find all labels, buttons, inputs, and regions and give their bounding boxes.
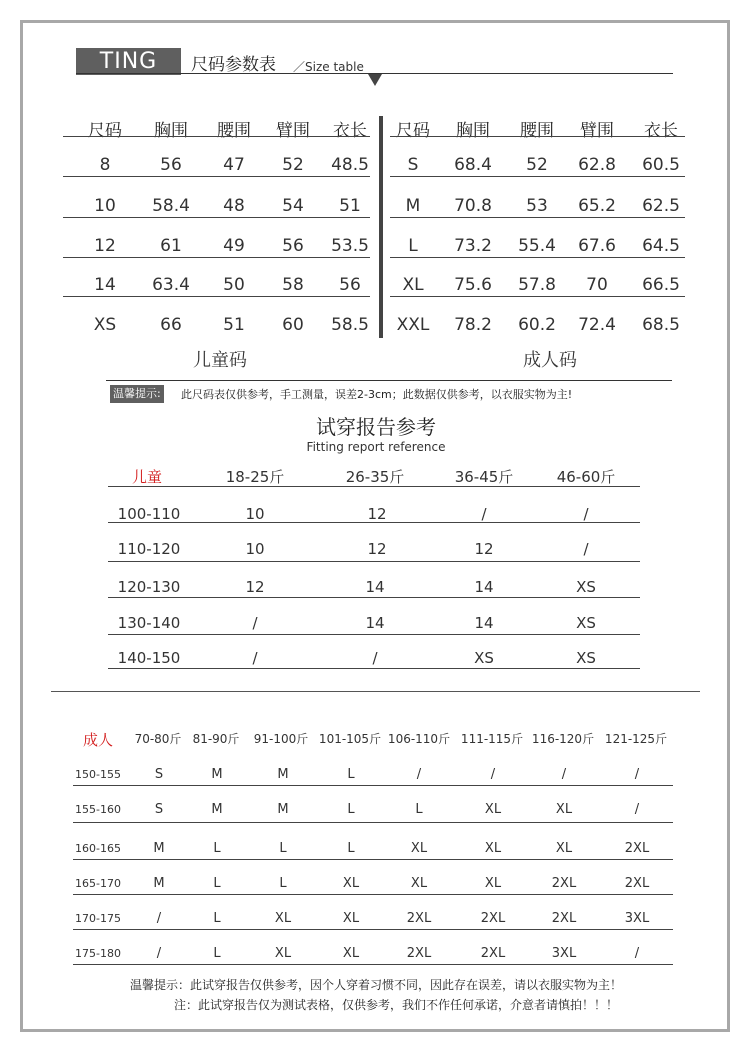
table-cell: L <box>408 236 418 256</box>
table-cell: 72.4 <box>578 315 616 335</box>
table-cell: XL <box>274 946 292 961</box>
table-cell: 10 <box>245 540 265 558</box>
table-cell: 66 <box>160 315 182 335</box>
row-divider <box>63 296 370 297</box>
table-header-cell: 臂围 <box>580 121 614 141</box>
table-cell: 68.4 <box>454 155 492 175</box>
table-cell: 53 <box>526 196 548 216</box>
table-cell: / <box>583 505 589 523</box>
table-cell: 2XL <box>624 841 650 856</box>
table-cell: 56 <box>339 275 361 295</box>
table-cell: 14 <box>365 614 385 632</box>
table-cell: XL <box>274 911 292 926</box>
caret-down-icon <box>368 74 382 86</box>
table-cell: 64.5 <box>642 236 680 256</box>
table-cell: 2XL <box>551 876 577 891</box>
table-header-cell: 尺码 <box>88 121 122 141</box>
table-cell: XL <box>410 841 428 856</box>
table-cell: XL <box>484 841 502 856</box>
table-cell: / <box>634 802 640 817</box>
row-divider <box>390 296 685 297</box>
tip-label: 温馨提示: <box>110 385 164 403</box>
row-divider <box>63 217 370 218</box>
table-header-cell: 腰围 <box>520 121 554 141</box>
table-cell: S <box>154 767 164 782</box>
fitting-title: 试穿报告参考 <box>316 415 436 439</box>
table-cell: 52 <box>526 155 548 175</box>
table-cell: XL <box>410 876 428 891</box>
table-cell: 56 <box>160 155 182 175</box>
table-cell: L <box>347 841 355 856</box>
table-cell: 70 <box>586 275 608 295</box>
table-cell: 12 <box>245 578 265 596</box>
page-frame <box>20 20 730 1032</box>
table-cell: M <box>153 876 165 891</box>
table-header-cell: 胸围 <box>456 121 490 141</box>
table-cell: 12 <box>474 540 494 558</box>
table-cell: / <box>490 767 496 782</box>
footer-note: 温馨提示：此试穿报告仅供参考，因个人穿着习惯不同，因此存在误差，请以衣服实物为主！ <box>129 978 623 992</box>
table-cell: 2XL <box>480 911 506 926</box>
row-divider <box>73 929 673 930</box>
table-header-cell: 臂围 <box>276 121 310 141</box>
weight-header: 46-60斤 <box>556 468 616 486</box>
row-divider <box>390 136 685 137</box>
table-column-divider <box>379 116 383 338</box>
table-cell: L <box>347 767 355 782</box>
table-cell: 2XL <box>406 911 432 926</box>
table-cell: 70.8 <box>454 196 492 216</box>
table-cell: XS <box>474 649 494 667</box>
table-cell: 78.2 <box>454 315 492 335</box>
row-divider <box>63 257 370 258</box>
table-cell: XS <box>576 578 596 596</box>
table-cell: 14 <box>474 614 494 632</box>
table-cell: 3XL <box>551 946 577 961</box>
table-cell: L <box>213 841 221 856</box>
height-cell: 120-130 <box>117 578 181 596</box>
tip-text: 此尺码表仅供参考，手工测量，误差2-3cm；此数据仅供参考，以衣服实物为主! <box>181 388 573 401</box>
row-divider <box>73 859 673 860</box>
weight-header: 101-105斤 <box>318 732 382 746</box>
weight-header: 18-25斤 <box>225 468 285 486</box>
table-cell: XL <box>484 876 502 891</box>
table-header-cell: 腰围 <box>217 121 251 141</box>
table-cell: 12 <box>367 505 387 523</box>
table-cell: 57.8 <box>518 275 556 295</box>
table-cell: 56 <box>282 236 304 256</box>
kids-size-caption: 儿童码 <box>193 350 247 371</box>
table-cell: 51 <box>223 315 245 335</box>
table-header-cell: 衣长 <box>333 121 367 141</box>
table-cell: 49 <box>223 236 245 256</box>
table-cell: 60 <box>282 315 304 335</box>
row-divider <box>73 822 673 823</box>
table-cell: 51 <box>339 196 361 216</box>
table-cell: / <box>481 505 487 523</box>
height-cell: 165-170 <box>75 877 121 890</box>
table-cell: 2XL <box>406 946 432 961</box>
table-cell: M <box>211 767 223 782</box>
table-cell: L <box>213 876 221 891</box>
height-cell: 170-175 <box>75 912 121 925</box>
height-cell: 160-165 <box>75 842 121 855</box>
row-divider <box>73 894 673 895</box>
table-cell: M <box>211 802 223 817</box>
table-cell: 62.5 <box>642 196 680 216</box>
page-subtitle: ／Size table <box>293 60 364 74</box>
row-divider <box>390 257 685 258</box>
weight-header: 111-115斤 <box>460 732 524 746</box>
table-cell: / <box>252 614 258 632</box>
table-cell: 58 <box>282 275 304 295</box>
row-divider <box>108 597 640 598</box>
table-cell: XXL <box>396 315 430 335</box>
table-cell: M <box>277 802 289 817</box>
weight-header: 36-45斤 <box>454 468 514 486</box>
table-cell: 14 <box>94 275 116 295</box>
table-cell: 12 <box>367 540 387 558</box>
weight-header: 26-35斤 <box>345 468 405 486</box>
table-cell: / <box>252 649 258 667</box>
table-cell: 54 <box>282 196 304 216</box>
table-cell: 2XL <box>624 876 650 891</box>
table-cell: 58.4 <box>152 196 190 216</box>
table-cell: 14 <box>474 578 494 596</box>
table-cell: 55.4 <box>518 236 556 256</box>
table-cell: M <box>277 767 289 782</box>
table-cell: 60.5 <box>642 155 680 175</box>
table-cell: XL <box>342 946 360 961</box>
table-cell: 3XL <box>624 911 650 926</box>
height-cell: 175-180 <box>75 947 121 960</box>
row-divider <box>108 486 640 487</box>
footer-disclaimer: 注：此试穿报告仅为测试表格，仅供参考，我们不作任何承诺，介意者请慎拍！！！ <box>173 998 619 1012</box>
table-cell: XL <box>342 876 360 891</box>
table-cell: 10 <box>245 505 265 523</box>
table-cell: / <box>634 946 640 961</box>
table-cell: 58.5 <box>331 315 369 335</box>
table-header-cell: 胸围 <box>154 121 188 141</box>
table-cell: 50 <box>223 275 245 295</box>
table-header-cell: 尺码 <box>396 121 430 141</box>
table-cell: 8 <box>99 155 111 175</box>
adult-fit-label: 成人 <box>82 731 114 749</box>
table-cell: L <box>279 841 287 856</box>
section-divider <box>51 691 700 692</box>
table-cell: 53.5 <box>331 236 369 256</box>
table-cell: 62.8 <box>578 155 616 175</box>
table-cell: 67.6 <box>578 236 616 256</box>
height-cell: 155-160 <box>75 803 121 816</box>
row-divider <box>390 217 685 218</box>
table-cell: 10 <box>94 196 116 216</box>
table-cell: / <box>372 649 378 667</box>
table-cell: XS <box>93 315 117 335</box>
weight-header: 91-100斤 <box>253 732 309 746</box>
table-cell: 52 <box>282 155 304 175</box>
table-cell: 14 <box>365 578 385 596</box>
table-cell: / <box>416 767 422 782</box>
table-header-cell: 衣长 <box>644 121 678 141</box>
row-divider <box>63 136 370 137</box>
table-cell: / <box>156 911 162 926</box>
height-cell: 140-150 <box>117 649 181 667</box>
table-cell: 75.6 <box>454 275 492 295</box>
table-cell: 60.2 <box>518 315 556 335</box>
table-cell: L <box>213 946 221 961</box>
table-cell: 2XL <box>480 946 506 961</box>
height-cell: 100-110 <box>117 505 181 523</box>
table-cell: 12 <box>94 236 116 256</box>
row-divider <box>73 785 673 786</box>
table-cell: L <box>213 911 221 926</box>
table-cell: L <box>415 802 423 817</box>
table-cell: 66.5 <box>642 275 680 295</box>
table-cell: S <box>154 802 164 817</box>
table-cell: 47 <box>223 155 245 175</box>
table-cell: XL <box>402 275 424 295</box>
table-cell: XL <box>555 802 573 817</box>
table-cell: / <box>634 767 640 782</box>
kids-fit-label: 儿童 <box>131 468 163 486</box>
row-divider <box>108 634 640 635</box>
table-cell: XL <box>342 911 360 926</box>
table-cell: L <box>279 876 287 891</box>
table-cell: L <box>347 802 355 817</box>
table-cell: XS <box>576 649 596 667</box>
weight-header: 116-120斤 <box>531 732 595 746</box>
height-cell: 150-155 <box>75 768 121 781</box>
weight-header: 70-80斤 <box>134 732 182 746</box>
row-divider <box>108 561 640 562</box>
row-divider <box>390 176 685 177</box>
table-cell: 48.5 <box>331 155 369 175</box>
weight-header: 81-90斤 <box>192 732 240 746</box>
table-cell: 48 <box>223 196 245 216</box>
table-cell: M <box>405 196 421 216</box>
table-cell: / <box>561 767 567 782</box>
table-cell: M <box>153 841 165 856</box>
table-cell: 73.2 <box>454 236 492 256</box>
fitting-subtitle: Fitting report reference <box>306 440 446 454</box>
brand-logo: TING <box>76 48 181 75</box>
table-cell: XL <box>484 802 502 817</box>
table-cell: 68.5 <box>642 315 680 335</box>
row-divider <box>63 176 370 177</box>
table-cell: / <box>583 540 589 558</box>
height-cell: 130-140 <box>117 614 181 632</box>
page-title: 尺码参数表 <box>191 55 276 75</box>
adult-size-caption: 成人码 <box>523 350 577 371</box>
row-divider <box>73 964 673 965</box>
row-divider <box>108 522 640 523</box>
table-cell: 65.2 <box>578 196 616 216</box>
row-divider <box>108 668 640 669</box>
tip-divider <box>106 380 672 381</box>
weight-header: 121-125斤 <box>604 732 668 746</box>
table-cell: 61 <box>160 236 182 256</box>
height-cell: 110-120 <box>117 540 181 558</box>
table-cell: / <box>156 946 162 961</box>
table-cell: 63.4 <box>152 275 190 295</box>
table-cell: 2XL <box>551 911 577 926</box>
table-cell: XS <box>576 614 596 632</box>
weight-header: 106-110斤 <box>387 732 451 746</box>
table-cell: S <box>407 155 419 175</box>
table-cell: XL <box>555 841 573 856</box>
